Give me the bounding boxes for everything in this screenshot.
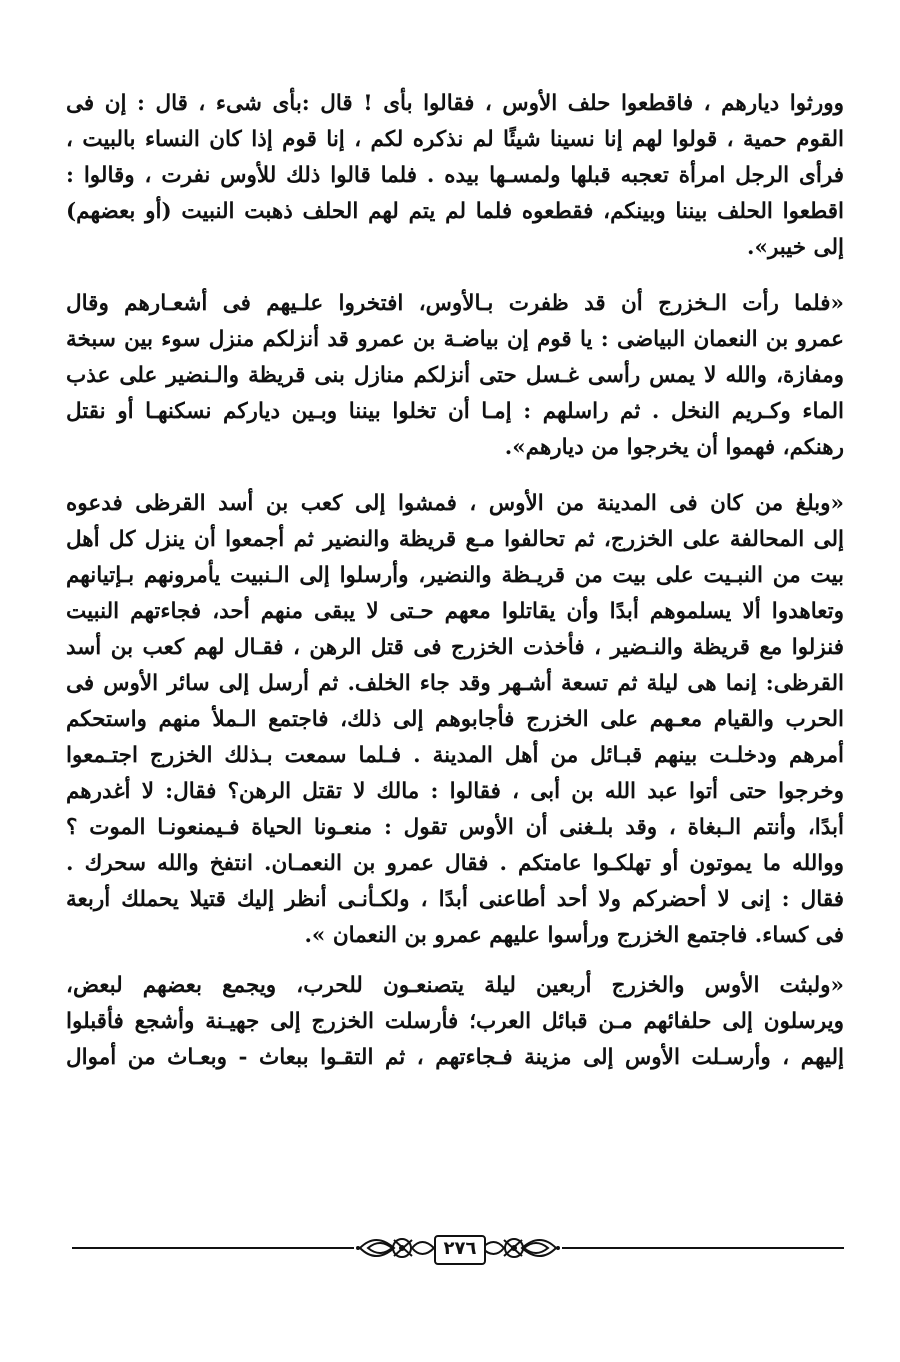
text-line: القرظى: إنما هى ليلة ثم تسعة أشـهر وقد جاء الخلف. ثم أرسل إلى سائر الأوس فى	[66, 671, 844, 696]
text-line: وورثوا ديارهم ، فاقطعوا حلف الأوس ، فقالوا بأى ! قال :بأى شىء ، قال : إن فى	[66, 91, 844, 116]
text-line: اقطعوا الحلف بيننا وبينكم، فقطعوه فلما لم يتم لهم الحلف ذهبت النبيت (أو بعضهم)	[66, 199, 844, 224]
paragraph-spacer	[66, 466, 844, 486]
text-line: أمرهم ودخلـت بينهم قبـائل من أهل المدينة . فـلما سمعت بـذلك الخزرج اجتـمعوا	[66, 743, 844, 768]
text-line: عمرو بن النعمان البياضى : يا قوم إن بياضـة بن عمرو قد أنزلكم منزل سوء بين سبخة	[66, 327, 844, 352]
text-line: الحرب والقيام معـهم على الخزرج فأجابوهم إلى ذلك، فاجتمع الـملأ منهم واستحكم	[66, 707, 844, 732]
paragraph-3	[66, 486, 844, 954]
text-line: ووالله ما يموتون أو تهلكـوا عامتكم . فقال عمرو بن النعمـان. انتفخ والله سحرك .	[66, 851, 844, 876]
text-line: إليهم ، وأرسـلت الأوس إلى مزينة فـجاءتهم ، ثم التقـوا ببعاث - وبعـاث من أموال	[66, 1045, 844, 1070]
paragraph-1	[66, 86, 844, 266]
text-line: وخرجوا حتى أتوا عبد الله بن أبى ، فقالوا : مالك لا تقتل الرهن؟ فقال: لا أغدرهم	[66, 779, 844, 804]
text-line: «ولبثت الأوس والخزرج أربعين ليلة يتصنعـون للحرب، ويجمع بعضهم لبعض،	[66, 973, 844, 998]
body-text	[66, 86, 844, 1076]
text-line: الماء وكـريم النخل . ثم راسلهم : إمـا أن تخلوا بيننا وبـين ديارکم نسكنهـا أو نقتل	[66, 399, 844, 424]
paragraph-spacer	[66, 266, 844, 286]
text-line: بيت من النبـيت على بيت من قريـظة والنضير، وأرسلوا إلى الـنبيت يأمرونهم بـإتيانهم	[66, 563, 844, 588]
text-line: ومفازة، والله لا يمس رأسى غـسل حتى أنزلكم منازل بنى قريظة والـنضير على عذب	[66, 363, 844, 388]
paragraph-4	[66, 968, 844, 1076]
text-line: فقال : إنى لا أحضركم ولا أحد أطاعنى أبدًا ، ولكـأنـى أنظر إليك قتيلا يحملك أربعة	[66, 887, 844, 912]
paragraph-spacer	[66, 954, 844, 968]
text-line: «فلما رأت الـخزرج أن قد ظفرت بـالأوس، افتخروا علـيهم فى أشعـارهم وقال	[66, 291, 844, 316]
page-footer	[72, 1228, 844, 1268]
text-line: فنزلوا مع قريظة والنـضير ، فأخذت الخزرج فى قتل الرهن ، فقـال لهم كعب بن أسد	[66, 635, 844, 660]
footer-rule-left	[72, 1247, 354, 1249]
paragraph-2	[66, 286, 844, 466]
text-line: إلى خيبر».	[747, 235, 844, 260]
text-line: فرأى الرجل امرأة تعجبه قبلها ولمسـها بيده . فلما قالوا ذلك للأوس نفرت ، وقالوا :	[66, 163, 844, 188]
text-line: إلى المحالفة على الخزرج، ثم تحالفوا مـع قريظة والنضير ثم أجمعوا أن ينزل كل أهل	[66, 527, 844, 552]
text-line: أبدًا، وأنتم الـبغاة ، وقد بلـغنى أن الأوس تقول : منعـونا الحياة فـيمنعونـا الموت ؟	[66, 815, 844, 840]
text-line: رهنكم، فهموا أن يخرجوا من ديارهم».	[504, 435, 844, 460]
text-line: ويرسلون إلى حلفائهم مـن قبائل العرب؛ فأرسلت الخزرج إلى جهيـنة وأشجع فأقبلوا	[66, 1009, 844, 1034]
text-line: وتعاهدوا ألا يسلموهم أبدًا وأن يقاتلوا معهم حـتى لا يبقى منهم أحد، فجاءتهم النبيت	[66, 599, 844, 624]
text-line: فى كساء. فاجتمع الخزرج ورأسوا عليهم عمرو بن النعمان ».	[304, 923, 844, 948]
page-number: ٢٧٦	[434, 1235, 486, 1265]
text-line: القوم حمية ، قولوا لهم إنا نسينا شيئًا لم نذكره لكم ، إنا قوم إذا كان النساء بالبيت ،	[66, 127, 844, 152]
page-number-ornament	[356, 1228, 560, 1268]
footer-rule-right	[562, 1247, 844, 1249]
text-line: «وبلغ من كان فى المدينة من الأوس ، فمشوا إلى كعب بن أسد القرظى فدعوه	[66, 491, 844, 516]
